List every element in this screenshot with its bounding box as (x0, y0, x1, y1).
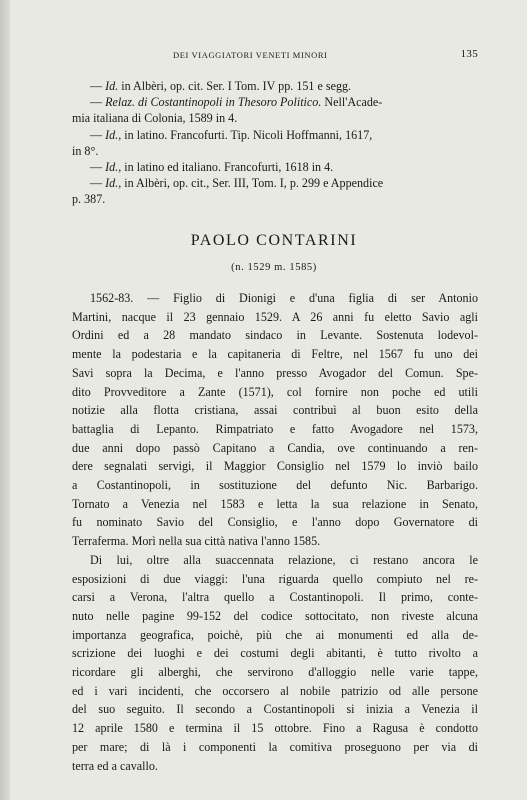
text-line: notizie alla flotta cristiana, assai contribuì al buon esito della (72, 403, 478, 418)
section-title: PAOLO CONTARINI (190, 232, 358, 249)
text-line: Tornato a Venezia nel 1583 e letta la sua relazione in Senato, (72, 496, 478, 511)
text-line: ed i vari incidenti, che occorsero al nobile patrizio od alle persone (72, 683, 478, 698)
text-line: dere segnalati servigi, il Maggior Consiglio nel 1579 lo inviò bailo (72, 459, 478, 474)
text-line: per mare; di là i componenti la comitiva proseguono per via di (72, 739, 478, 754)
reference-line: — Id., in latino. Francofurti. Tip. Nicoli Hoffmanni, 1617, (90, 127, 373, 142)
text-line: del suo seguito. Il secondo a Costantinopoli si inizia a Venezia il (72, 702, 478, 717)
page-gutter (0, 0, 10, 800)
text-line: Savi sopra la Decima, e l'anno presso Avogador del Comun. Spe- (72, 365, 478, 380)
paragraph-biography (72, 289, 478, 551)
text-line: esposizioni di due viaggi: l'una riguarda quello compiuto nel re- (72, 571, 478, 586)
reference-line: — Relaz. di Costantinopoli in Thesoro Politico. Nell'Acade- (90, 95, 383, 110)
text-line: battaglia di Lepanto. Rimpatriato e fatto Avogadore nel 1573, (72, 421, 478, 436)
text-line: Martini, nacque il 23 gennaio 1529. A 26 anni fu eletto Savio agli (72, 309, 478, 324)
reference-line: in 8°. (72, 143, 99, 158)
text-line: Terraferma. Morì nella sua città nativa l'anno 1585. (72, 534, 321, 549)
paragraph-travels (72, 551, 478, 775)
text-line: a Costantinopoli, in sostituzione del defunto Nic. Barbarigo. (72, 478, 478, 493)
page-header (70, 48, 478, 62)
text-line: dito Provveditore a Zante (1571), col fornire non poche ed utili (72, 384, 478, 399)
text-line: ricordare gli alberghi, che servirono d'alloggio nelle varie tappe, (72, 665, 478, 680)
text-line: nuto nelle pagine 99-152 del codice sottocitato, non riveste alcuna (72, 608, 478, 623)
text-line: carsi a Verona, l'altra quello a Costantinopoli. Il primo, conte- (72, 590, 478, 605)
page-number: 135 (460, 48, 478, 60)
text-line: Ordini ed a 28 mandato sindaco in Levante. Sostenuta lodevol- (72, 328, 478, 343)
text-line: importanza geografica, poichè, più che ai monumenti ed alla de- (72, 627, 478, 642)
book-page (10, 0, 527, 800)
reference-line: p. 387. (72, 192, 106, 207)
text-line: fu nominato Savio del Consiglio, e l'anno dopo Governatore di (72, 515, 478, 530)
life-dates: (n. 1529 m. 1585) (231, 262, 317, 273)
reference-line: — Id., in latino ed italiano. Francofurti, 1618 in 4. (90, 160, 334, 175)
body-text (72, 289, 478, 775)
text-line: 1562-83. — Figlio di Dionigi e d'una figlia di ser Antonio (90, 291, 478, 305)
text-line: scrizione dei luoghi e dei costumi degli abitanti, è tutto rivolto a (72, 646, 478, 661)
text-line: Di lui, oltre alla suaccennata relazione, ci restano ancora le (90, 552, 478, 567)
bibliography-references (72, 78, 476, 208)
reference-line: mia italiana di Colonia, 1589 in 4. (72, 111, 238, 126)
text-line: due anni dopo passò Capitano a Candia, ove continuando a ren- (72, 440, 478, 455)
text-line: 12 aprile 1580 e termina il 15 ottobre. Fino a Ragusa è condotto (72, 721, 478, 736)
reference-line: — Id., in Albèri, op. cit., Ser. III, Tom. I, p. 299 e Appendice (90, 176, 384, 191)
text-line: terra ed a cavallo. (72, 758, 158, 773)
reference-line: — Id. in Albèri, op. cit. Ser. I Tom. IV pp. 151 e segg. (90, 79, 352, 93)
text-line: mente la podestaria e la capitaneria di Feltre, nel 1567 fu uno dei (72, 347, 478, 362)
running-title: DEI VIAGGIATORI VENETI MINORI (173, 50, 328, 60)
